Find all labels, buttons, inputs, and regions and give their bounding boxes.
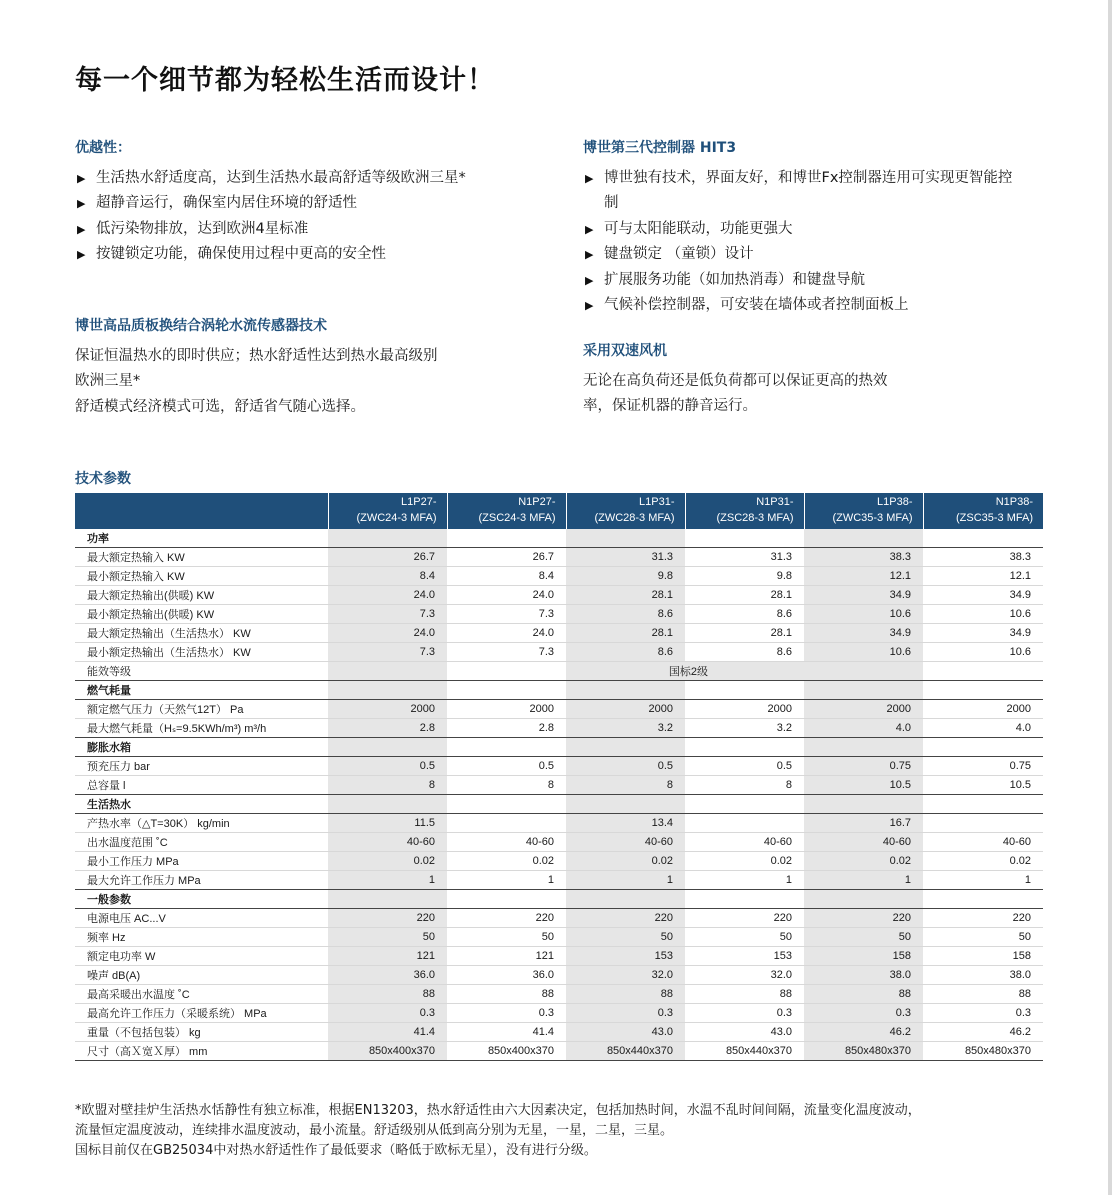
page-edge (1108, 0, 1112, 1195)
row-label: 电源电压 AC...V (75, 909, 328, 928)
table-cell (923, 795, 1043, 814)
table-cell: 0.75 (804, 757, 923, 776)
table-cell (923, 738, 1043, 757)
table-cell: 24.0 (328, 586, 447, 605)
table-cell: 10.6 (804, 643, 923, 662)
table-cell: 8.6 (566, 643, 685, 662)
table-cell: 8.4 (447, 567, 566, 586)
table-cell: 40-60 (804, 833, 923, 852)
table-cell: 0.02 (685, 852, 804, 871)
table-cell: 0.3 (923, 1004, 1043, 1023)
table-cell: 0.3 (685, 1004, 804, 1023)
table-cell (923, 681, 1043, 700)
table-cell: 40-60 (685, 833, 804, 852)
table-cell: 220 (685, 909, 804, 928)
table-cell: 8.6 (685, 605, 804, 624)
table-cell (685, 681, 804, 700)
fan-section (583, 339, 1013, 420)
table-cell (685, 890, 804, 909)
row-label: 最大额定热输入 KW (75, 548, 328, 567)
table-header-row (75, 493, 1043, 529)
table-cell: 2.8 (447, 719, 566, 738)
table-row (75, 776, 1043, 795)
table-cell: 850x440x370 (685, 1042, 804, 1061)
model-column-header: N1P27- (ZSC24-3 MFA) (447, 493, 566, 529)
table-cell: 34.9 (804, 624, 923, 643)
controller-list (583, 166, 1013, 319)
table-cell: 220 (566, 909, 685, 928)
table-cell: 24.0 (447, 586, 566, 605)
table-row (75, 909, 1043, 928)
table-cell: 46.2 (804, 1023, 923, 1042)
table-cell: 7.3 (328, 605, 447, 624)
table-cell: 31.3 (685, 548, 804, 567)
table-row (75, 852, 1043, 871)
table-row (75, 605, 1043, 624)
table-cell (804, 681, 923, 700)
table-cell: 8 (566, 776, 685, 795)
table-cell: 8 (447, 776, 566, 795)
table-cell: 50 (923, 928, 1043, 947)
row-label: 能效等级 (75, 662, 328, 681)
table-cell: 4.0 (923, 719, 1043, 738)
table-cell: 38.0 (923, 966, 1043, 985)
table-cell: 10.6 (923, 643, 1043, 662)
table-cell: 121 (447, 947, 566, 966)
table-cell: 50 (685, 928, 804, 947)
table-cell (447, 738, 566, 757)
table-cell (685, 738, 804, 757)
table-cell: 7.3 (328, 643, 447, 662)
table-cell: 50 (328, 928, 447, 947)
table-cell: 24.0 (447, 624, 566, 643)
table-row (75, 719, 1043, 738)
spec-heading: 技术参数 (75, 471, 131, 487)
table-cell: 0.02 (447, 852, 566, 871)
table-cell (685, 529, 804, 548)
advantages-list (75, 166, 555, 268)
table-cell (566, 890, 685, 909)
table-row (75, 833, 1043, 852)
table-cell: 0.02 (804, 852, 923, 871)
table-cell: 40-60 (566, 833, 685, 852)
table-row (75, 662, 1043, 681)
table-cell: 40-60 (328, 833, 447, 852)
row-label: 重量（不包括包装） kg (75, 1023, 328, 1042)
table-cell: 38.0 (804, 966, 923, 985)
footnote (75, 1101, 921, 1161)
merged-value-cell: 国标2级 (566, 662, 804, 681)
table-cell: 26.7 (328, 548, 447, 567)
list-item: ▶ 超静音运行，确保室内居住环境的舒适性 (75, 191, 555, 217)
table-cell: 50 (447, 928, 566, 947)
table-cell: 3.2 (685, 719, 804, 738)
table-cell: 10.6 (804, 605, 923, 624)
row-label: 生活热水 (75, 795, 328, 814)
table-cell: 31.3 (566, 548, 685, 567)
table-cell: 8.4 (328, 567, 447, 586)
row-label: 最大允许工作压力 MPa (75, 871, 328, 890)
table-cell: 43.0 (566, 1023, 685, 1042)
table-cell: 11.5 (328, 814, 447, 833)
table-cell: 1 (804, 871, 923, 890)
list-item: ▶ 按键锁定功能，确保使用过程中更高的安全性 (75, 242, 555, 268)
list-item: ▶ 低污染物排放，达到欧洲4星标准 (75, 217, 555, 243)
table-cell: 13.4 (566, 814, 685, 833)
table-row (75, 757, 1043, 776)
table-cell: 46.2 (923, 1023, 1043, 1042)
table-cell: 220 (923, 909, 1043, 928)
section-row (75, 681, 1043, 700)
table-cell: 12.1 (804, 567, 923, 586)
table-cell (804, 662, 923, 681)
table-cell: 9.8 (685, 567, 804, 586)
table-cell: 153 (566, 947, 685, 966)
table-cell (328, 738, 447, 757)
footnote-line: 流量恒定温度波动，连续排水温度波动，最小流量。舒适级别从低到高分别为无星，一星，二星，三星。 (75, 1123, 674, 1138)
table-cell (328, 529, 447, 548)
table-cell: 0.3 (566, 1004, 685, 1023)
row-label: 膨胀水箱 (75, 738, 328, 757)
table-cell: 41.4 (447, 1023, 566, 1042)
table-cell: 220 (328, 909, 447, 928)
table-row (75, 966, 1043, 985)
table-row (75, 1023, 1043, 1042)
table-cell: 0.3 (804, 1004, 923, 1023)
table-cell: 50 (566, 928, 685, 947)
table-cell: 4.0 (804, 719, 923, 738)
table-cell: 2000 (923, 700, 1043, 719)
table-cell: 0.5 (566, 757, 685, 776)
table-cell (923, 890, 1043, 909)
row-label: 最小额定热输出（生活热水） KW (75, 643, 328, 662)
row-label: 一般参数 (75, 890, 328, 909)
table-cell: 38.3 (923, 548, 1043, 567)
table-cell (566, 738, 685, 757)
table-cell (328, 662, 447, 681)
model-column-header: N1P31- (ZSC28-3 MFA) (685, 493, 804, 529)
table-cell: 7.3 (447, 643, 566, 662)
table-cell: 34.9 (923, 624, 1043, 643)
row-label: 最大额定热输出（生活热水） KW (75, 624, 328, 643)
table-cell: 1 (328, 871, 447, 890)
row-label: 最小工作压力 MPa (75, 852, 328, 871)
table-cell (447, 795, 566, 814)
table-cell (804, 529, 923, 548)
table-cell: 8 (328, 776, 447, 795)
table-cell (804, 738, 923, 757)
table-cell (328, 795, 447, 814)
table-cell: 88 (328, 985, 447, 1004)
row-label: 功率 (75, 529, 328, 548)
row-label: 预充压力 bar (75, 757, 328, 776)
table-cell: 1 (923, 871, 1043, 890)
spec-table (75, 493, 1043, 1061)
table-cell: 1 (685, 871, 804, 890)
table-row (75, 1042, 1043, 1061)
list-item: ▶ 扩展服务功能（如加热消毒）和键盘导航 (583, 268, 1013, 294)
table-cell: 28.1 (685, 586, 804, 605)
table-cell: 1 (566, 871, 685, 890)
list-item: ▶ 生活热水舒适度高，达到生活热水最高舒适等级欧洲三星* (75, 166, 555, 192)
table-cell (447, 890, 566, 909)
table-cell: 10.5 (804, 776, 923, 795)
table-cell (447, 662, 566, 681)
table-cell: 158 (804, 947, 923, 966)
table-cell: 88 (447, 985, 566, 1004)
table-row (75, 548, 1043, 567)
table-row (75, 871, 1043, 890)
table-cell: 1 (447, 871, 566, 890)
table-row (75, 814, 1043, 833)
table-row (75, 567, 1043, 586)
row-label: 最高采暖出水温度 ˚C (75, 985, 328, 1004)
row-label: 最大额定热输出(供暖) KW (75, 586, 328, 605)
row-label: 燃气耗量 (75, 681, 328, 700)
table-cell: 28.1 (566, 624, 685, 643)
advantages-heading: 优越性： (75, 140, 131, 156)
table-cell: 850x480x370 (804, 1042, 923, 1061)
table-cell: 32.0 (685, 966, 804, 985)
table-cell (566, 529, 685, 548)
table-cell: 121 (328, 947, 447, 966)
table-cell (447, 814, 566, 833)
controller-section (583, 136, 1013, 319)
table-cell: 850x400x370 (447, 1042, 566, 1061)
table-cell: 28.1 (685, 624, 804, 643)
row-label: 噪声 dB(A) (75, 966, 328, 985)
model-column-header: L1P31- (ZWC28-3 MFA) (566, 493, 685, 529)
table-cell (804, 795, 923, 814)
fan-heading: 采用双速风机 (583, 343, 667, 359)
table-cell (685, 814, 804, 833)
table-row (75, 947, 1043, 966)
table-cell: 158 (923, 947, 1043, 966)
row-label: 额定电功率 W (75, 947, 328, 966)
table-cell: 38.3 (804, 548, 923, 567)
table-cell: 8 (685, 776, 804, 795)
row-label: 额定燃气压力（天然气12T） Pa (75, 700, 328, 719)
table-cell: 40-60 (923, 833, 1043, 852)
table-cell: 88 (804, 985, 923, 1004)
list-item: ▶ 键盘锁定 （童锁）设计 (583, 242, 1013, 268)
table-cell: 28.1 (566, 586, 685, 605)
table-cell: 36.0 (328, 966, 447, 985)
table-cell: 7.3 (447, 605, 566, 624)
list-item: ▶ 可与太阳能联动，功能更强大 (583, 217, 1013, 243)
table-cell (566, 795, 685, 814)
table-cell (685, 795, 804, 814)
table-cell: 2000 (328, 700, 447, 719)
table-cell: 88 (685, 985, 804, 1004)
table-cell: 2000 (804, 700, 923, 719)
heat-exchanger-heading: 博世高品质板换结合涡轮水流传感器技术 (75, 318, 327, 334)
table-row (75, 700, 1043, 719)
table-cell: 36.0 (447, 966, 566, 985)
table-cell: 40-60 (447, 833, 566, 852)
table-cell: 0.02 (566, 852, 685, 871)
table-cell (923, 814, 1043, 833)
paragraph-line: 保证恒温热水的即时供应；热水舒适性达到热水最高级别 (75, 347, 438, 364)
row-label: 频率 Hz (75, 928, 328, 947)
table-cell (447, 529, 566, 548)
table-cell: 41.4 (328, 1023, 447, 1042)
header-label-cell (75, 493, 328, 529)
row-label: 总容量 l (75, 776, 328, 795)
page-title: 每一个细节都为轻松生活而设计！ (75, 65, 495, 96)
paragraph-line: 欧洲三星* (75, 373, 141, 389)
table-cell: 2.8 (328, 719, 447, 738)
table-cell: 34.9 (804, 586, 923, 605)
table-cell: 220 (804, 909, 923, 928)
model-column-header: N1P38- (ZSC35-3 MFA) (923, 493, 1043, 529)
table-cell: 0.3 (328, 1004, 447, 1023)
model-column-header: L1P38- (ZWC35-3 MFA) (804, 493, 923, 529)
heat-exchanger-section (75, 314, 555, 420)
table-cell: 0.5 (447, 757, 566, 776)
table-cell: 0.5 (685, 757, 804, 776)
table-cell: 9.8 (566, 567, 685, 586)
table-cell: 16.7 (804, 814, 923, 833)
list-item: ▶ 博世独有技术，界面友好，和博世Fx控制器连用可实现更智能控制 (583, 166, 1013, 217)
table-cell: 3.2 (566, 719, 685, 738)
table-cell (923, 662, 1043, 681)
table-cell: 43.0 (685, 1023, 804, 1042)
section-row (75, 795, 1043, 814)
model-column-header: L1P27- (ZWC24-3 MFA) (328, 493, 447, 529)
row-label: 最小额定热输出(供暖) KW (75, 605, 328, 624)
table-cell: 153 (685, 947, 804, 966)
table-cell: 10.5 (923, 776, 1043, 795)
table-cell: 26.7 (447, 548, 566, 567)
table-cell: 0.02 (923, 852, 1043, 871)
table-cell: 2000 (685, 700, 804, 719)
table-cell: 2000 (566, 700, 685, 719)
table-cell: 88 (923, 985, 1043, 1004)
table-cell: 10.6 (923, 605, 1043, 624)
table-cell: 2000 (447, 700, 566, 719)
table-cell: 50 (804, 928, 923, 947)
row-label: 最小额定热输入 KW (75, 567, 328, 586)
table-cell: 24.0 (328, 624, 447, 643)
table-cell: 0.3 (447, 1004, 566, 1023)
table-cell (566, 681, 685, 700)
table-cell: 0.75 (923, 757, 1043, 776)
table-cell: 850x440x370 (566, 1042, 685, 1061)
table-cell: 850x480x370 (923, 1042, 1043, 1061)
table-cell (804, 890, 923, 909)
footnote-line: 国标目前仅在GB25034中对热水舒适性作了最低要求（略低于欧标无星），没有进行分级。 (75, 1143, 597, 1158)
paragraph-line: 无论在高负荷还是低负荷都可以保证更高的热效 (583, 372, 888, 389)
advantages-section (75, 136, 555, 268)
paragraph-line: 舒适模式经济模式可选，舒适省气随心选择。 (75, 398, 365, 415)
paragraph-line: 率，保证机器的静音运行。 (583, 398, 757, 414)
list-item: ▶ 气候补偿控制器，可安装在墙体或者控制面板上 (583, 293, 1013, 319)
controller-heading: 博世第三代控制器 HIT3 (583, 140, 737, 156)
row-label: 尺寸（高Ｘ宽Ｘ厚） mm (75, 1042, 328, 1061)
table-cell: 850x400x370 (328, 1042, 447, 1061)
row-label: 最高允许工作压力（采暖系统） MPa (75, 1004, 328, 1023)
table-cell (923, 529, 1043, 548)
table-row (75, 643, 1043, 662)
row-label: 出水温度范围 ˚C (75, 833, 328, 852)
table-cell: 8.6 (566, 605, 685, 624)
section-row (75, 529, 1043, 548)
table-cell: 32.0 (566, 966, 685, 985)
table-row (75, 928, 1043, 947)
section-row (75, 738, 1043, 757)
table-cell: 0.5 (328, 757, 447, 776)
table-row (75, 624, 1043, 643)
table-cell (328, 890, 447, 909)
table-cell: 220 (447, 909, 566, 928)
table-cell (328, 681, 447, 700)
footnote-line: *欧盟对壁挂炉生活热水恬静性有独立标准，根据EN13203，热水舒适性由六大因素决定，包括加热时间，水温不乱时间间隔，流量变化温度波动， (75, 1103, 921, 1118)
table-cell: 88 (566, 985, 685, 1004)
table-row (75, 985, 1043, 1004)
table-row (75, 586, 1043, 605)
row-label: 最大燃气耗量（Hₛ=9.5KWh/m³) m³/h (75, 719, 328, 738)
spec-table-body (75, 529, 1043, 1061)
row-label: 产热水率（△T=30K） kg/min (75, 814, 328, 833)
table-cell: 0.02 (328, 852, 447, 871)
table-cell: 8.6 (685, 643, 804, 662)
table-cell: 34.9 (923, 586, 1043, 605)
table-cell: 12.1 (923, 567, 1043, 586)
table-cell (447, 681, 566, 700)
table-row (75, 1004, 1043, 1023)
section-row (75, 890, 1043, 909)
